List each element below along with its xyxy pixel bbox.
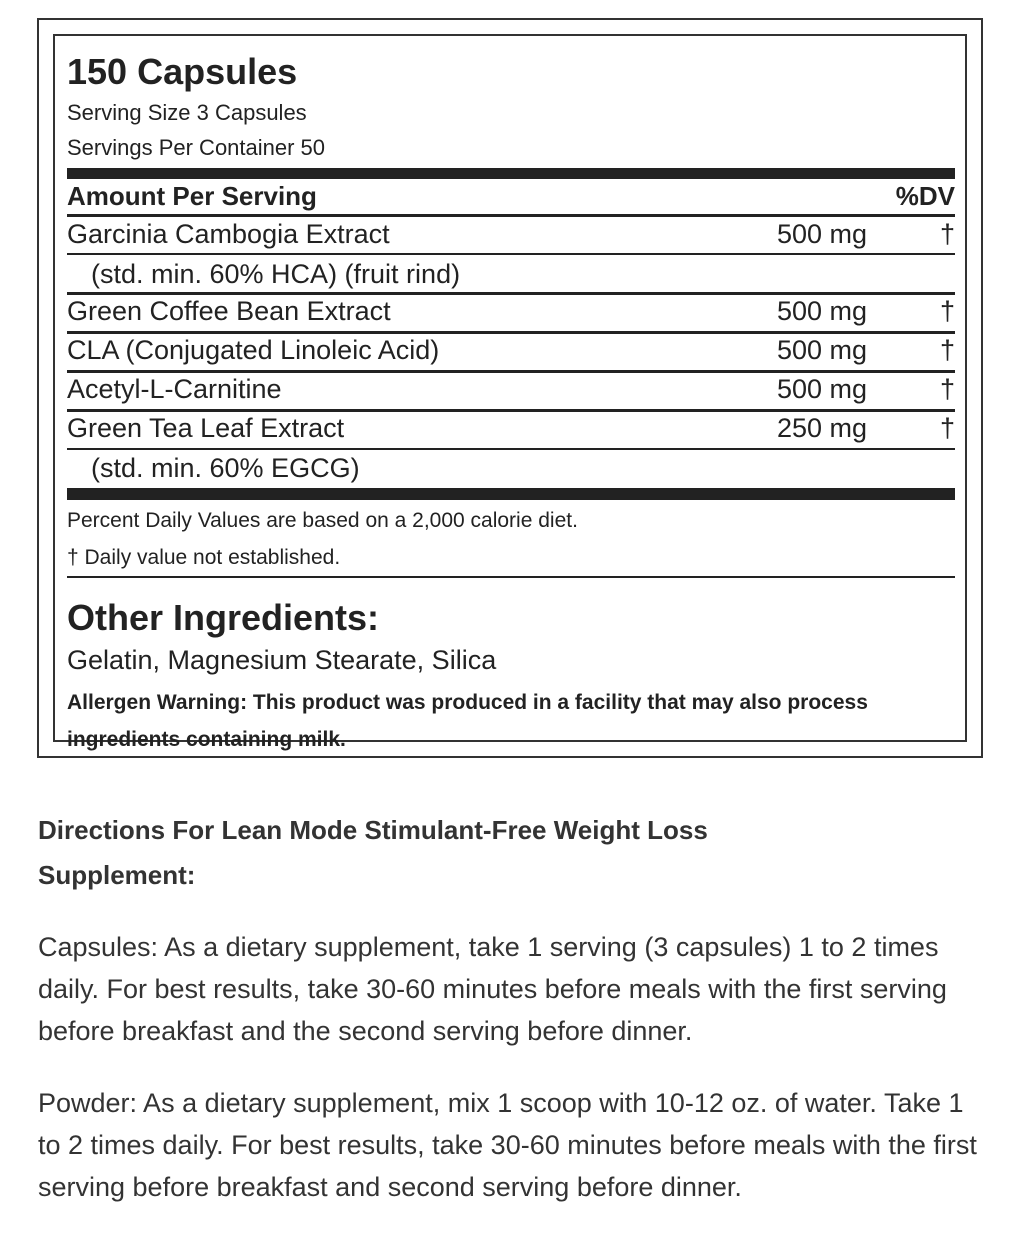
daily-values-footnote: Percent Daily Values are based on a 2,000 calorie diet. — [67, 509, 578, 532]
directions-title: Directions For Lean Mode Stimulant-Free Weight Loss Supplement: — [38, 815, 708, 890]
table-row-green-tea-note — [67, 450, 955, 486]
capsule-count-title: 150 Capsules — [67, 51, 298, 92]
table-row-green-coffee — [67, 293, 955, 329]
capsules-directions: Capsules: As a dietary supplement, take 1 serving (3 capsules) 1 to 2 times daily. For best results, take 30-60 minutes before meals with the first serving before breakfast and the second serving before dinner. — [38, 932, 947, 1046]
allergen-warning: Allergen Warning: This product was produced in a facility that may also process ingredients containing milk. — [67, 691, 868, 751]
label-inner-border — [53, 34, 967, 751]
dagger-mark: † — [939, 413, 955, 443]
row-divider — [67, 253, 955, 255]
amount-per-serving-header: Amount Per Serving — [67, 181, 317, 211]
powder-directions: Powder: As a dietary supplement, mix 1 scoop with 10-12 oz. of water. Take 1 to 2 times daily. For best results, take 30-60 minutes before meals with the first serving before breakfast and second serving before dinner. — [38, 1088, 977, 1202]
ingredient-name: Green Tea Leaf Extract — [67, 413, 345, 443]
table-header-row — [67, 178, 955, 214]
table-row-acetyl-l-carnitine — [67, 371, 955, 407]
servings-per-container: Servings Per Container 50 — [67, 135, 326, 160]
thick-rule-bottom — [67, 488, 955, 500]
ingredient-name: Acetyl-L-Carnitine — [67, 374, 282, 404]
dagger-mark: † — [939, 374, 955, 404]
other-ingredients-title: Other Ingredients: — [67, 597, 380, 638]
ingredient-amount: 250 mg — [777, 413, 868, 443]
table-row-garcinia — [67, 216, 955, 252]
ingredient-name: Green Coffee Bean Extract — [67, 296, 391, 326]
table-row-cla — [67, 332, 955, 368]
table-row-green-tea — [67, 410, 955, 446]
serving-size: Serving Size 3 Capsules — [67, 100, 307, 125]
ingredient-amount: 500 mg — [777, 335, 868, 365]
other-ingredients-list: Gelatin, Magnesium Stearate, Silica — [67, 645, 497, 675]
supplement-facts-label — [37, 18, 983, 758]
table-row-garcinia-note — [67, 256, 955, 292]
ingredient-name: Garcinia Cambogia Extract — [67, 219, 390, 249]
ingredient-note: (std. min. 60% EGCG) — [91, 453, 360, 483]
footnote-divider — [67, 576, 955, 578]
ingredient-amount: 500 mg — [777, 219, 868, 249]
ingredient-amount: 500 mg — [777, 374, 868, 404]
dagger-footnote: † Daily value not established. — [67, 546, 341, 569]
ingredient-name: CLA (Conjugated Linoleic Acid) — [67, 335, 440, 365]
ingredient-amount: 500 mg — [777, 296, 868, 326]
dagger-mark: † — [939, 219, 955, 249]
dagger-mark: † — [939, 296, 955, 326]
dv-header: %DV — [895, 181, 955, 211]
dagger-mark: † — [939, 335, 955, 365]
ingredient-note: (std. min. 60% HCA) (fruit rind) — [91, 259, 461, 289]
